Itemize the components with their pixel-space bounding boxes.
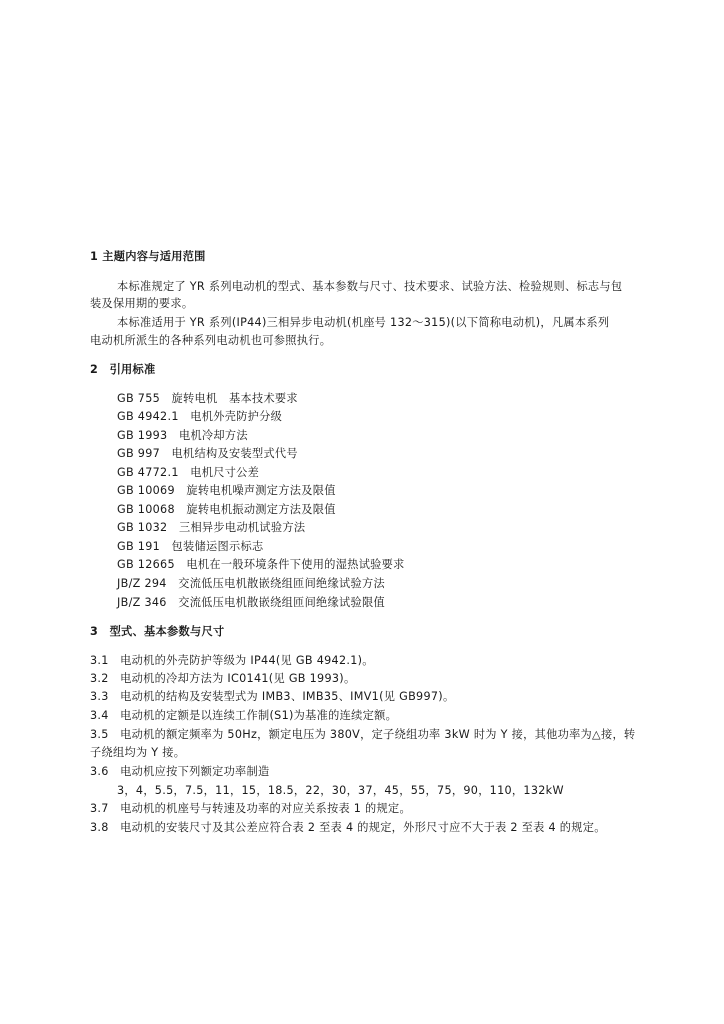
clause-3-6: 3.6 电动机应按下列额定功率制造 [90,765,270,778]
reference-item: GB 1032 三相异步电动机试验方法 [117,521,306,534]
clause-3-2: 3.2 电动机的冷却方法为 IC0141(见 GB 1993)。 [90,672,356,685]
reference-item: GB 12665 电机在一般环境条件下使用的湿热试验要求 [117,558,405,571]
reference-item: GB 191 包装储运图示标志 [117,540,264,553]
section-1-paragraph-2-line-2: 电动机所派生的各种系列电动机也可参照执行。 [90,334,332,347]
reference-item: GB 755 旋转电机 基本技术要求 [117,392,298,405]
clause-3-5-line-2: 子绕组均为 Y 接。 [90,746,186,759]
section-1-heading: 1 主题内容与适用范围 [90,250,206,263]
clause-3-8: 3.8 电动机的安装尺寸及其公差应符合表 2 至表 4 的规定，外形尺寸应不大于表 2 至表 4 的规定。 [90,821,606,834]
reference-item: JB/Z 346 交流低压电机散嵌绕组匝间绝缘试验限值 [117,596,385,609]
section-1-paragraph-1-line-2: 装及保用期的要求。 [90,297,194,310]
clause-3-4: 3.4 电动机的定额是以连续工作制(S1)为基准的连续定额。 [90,709,398,722]
reference-item: GB 1993 电机冷却方法 [117,429,248,442]
clause-3-1: 3.1 电动机的外壳防护等级为 IP44(见 GB 4942.1)。 [90,654,374,667]
reference-item: GB 997 电机结构及安装型式代号 [117,447,298,460]
reference-item: JB/Z 294 交流低压电机散嵌绕组匝间绝缘试验方法 [117,577,385,590]
clause-3-7: 3.7 电动机的机座号与转速及功率的对应关系按表 1 的规定。 [90,802,412,815]
reference-item: GB 4772.1 电机尺寸公差 [117,466,260,479]
section-2-heading: 2 引用标准 [90,363,156,376]
rated-power-values: 3，4，5.5，7.5，11，15，18.5，22，30，37，45，55，75，90，110，132kW [117,784,564,797]
section-3-heading: 3 型式、基本参数与尺寸 [90,625,225,638]
reference-item: GB 10069 旋转电机噪声测定方法及限值 [117,484,336,497]
reference-item: GB 4942.1 电机外壳防护分级 [117,410,283,423]
reference-item: GB 10068 旋转电机振动测定方法及限值 [117,503,336,516]
clause-3-5-line-1: 3.5 电动机的额定频率为 50Hz，额定电压为 380V，定子绕组功率 3kW 时为 Y 接，其他功率为△接，转 [90,728,636,741]
section-1-paragraph-1-line-1: 本标准规定了 YR 系列电动机的型式、基本参数与尺寸、技术要求、试验方法、检验规则、标志与包 [117,280,623,293]
clause-3-3: 3.3 电动机的结构及安装型式为 IMB3、IMB35、IMV1(见 GB997)。 [90,690,455,703]
section-1-paragraph-2-line-1: 本标准适用于 YR 系列(IP44)三相异步电动机(机座号 132～315)(以下简称电动机)，凡属本系列 [117,316,610,329]
